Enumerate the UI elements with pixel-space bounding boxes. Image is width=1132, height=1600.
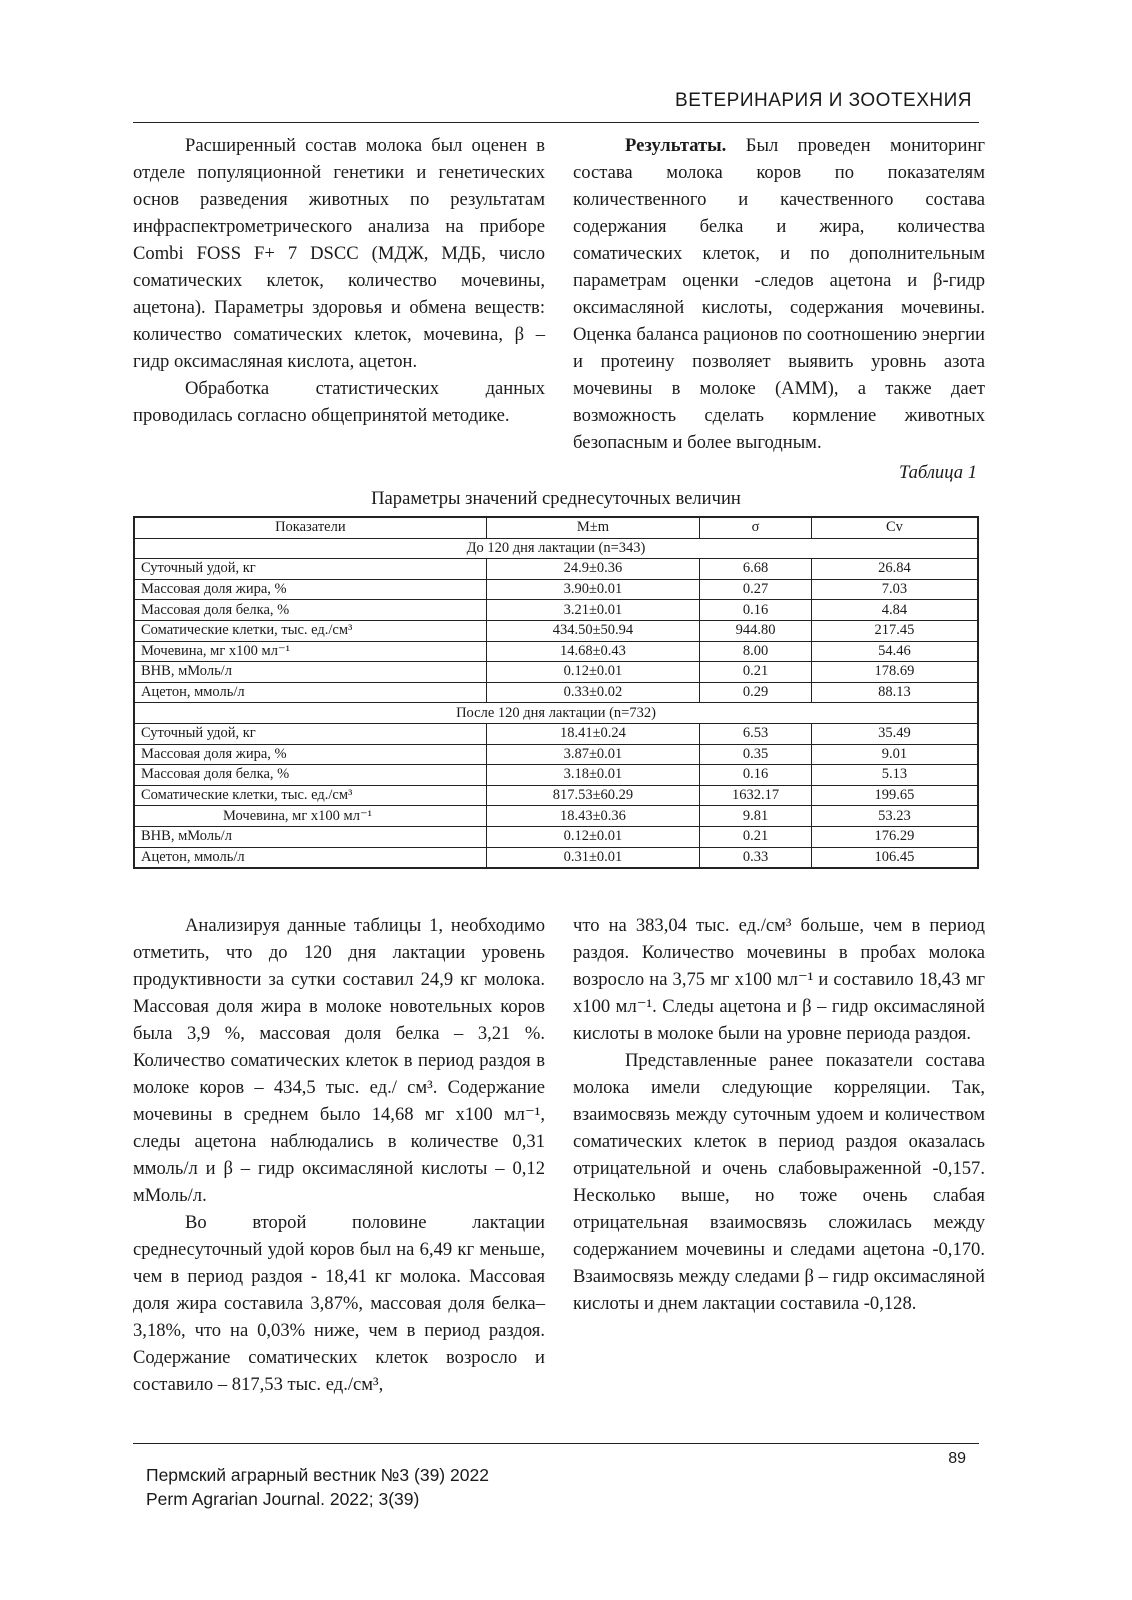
cell: 35.49 <box>811 723 978 744</box>
cell: 3.90±0.01 <box>486 579 699 600</box>
results-heading: Результаты. <box>625 135 727 156</box>
group-row <box>134 703 978 724</box>
cell: 0.21 <box>700 662 812 683</box>
table-row <box>134 662 978 683</box>
cell: 0.12±0.01 <box>486 826 699 847</box>
cell: 1632.17 <box>700 785 812 806</box>
header-cv: Cv <box>811 517 978 538</box>
cell: Мочевина, мг х100 мл⁻¹ <box>134 641 486 662</box>
continuation-paragraph: что на 383,04 тыс. ед./см³ больше, чем в период раздоя. Количество мочевины в пробах молока возросло на 3,75 мг х100 мл⁻¹ и составило 18,43 мг х100 мл⁻¹. Следы ацетона и β – гидр оксимасляной кислоты в молоке были на уровне периода раздоя. <box>573 915 985 1044</box>
table-row <box>134 682 978 703</box>
cell: 88.13 <box>811 682 978 703</box>
cell: 3.87±0.01 <box>486 744 699 765</box>
cell: Мочевина, мг х100 мл⁻¹ <box>134 806 486 827</box>
cell: Массовая доля белка, % <box>134 600 486 621</box>
group-title: До 120 дня лактации (n=343) <box>134 538 978 559</box>
right-column-bottom <box>573 912 985 1317</box>
table-row <box>134 847 978 868</box>
page-number: 89 <box>948 1450 966 1467</box>
table-row <box>134 744 978 765</box>
table-header-row <box>134 517 978 538</box>
cell: 178.69 <box>811 662 978 683</box>
analysis-paragraph: Анализируя данные таблицы 1, необходимо отметить, что до 120 дня лактации уровень продуктивности за сутки составил 24,9 кг молока. Массовая доля жира в молоке новотельных коров была 3,9 %, массовая доля белка – 3,21 %. Количество соматических клеток в период раздоя в молоке коров – 434,5 тыс. ед./ см³. Содержание мочевины в среднем было 14,68 мг х100 мл⁻¹, следы ацетона наблюдались в количестве 0,31 ммоль/л и β – гидр оксимасляной кислоты – 0,12 мМоль/л. <box>133 915 545 1206</box>
cell: 4.84 <box>811 600 978 621</box>
cell: 8.00 <box>700 641 812 662</box>
cell: Соматические клетки, тыс. ед./см³ <box>134 620 486 641</box>
cell: 9.81 <box>700 806 812 827</box>
header-sigma: σ <box>700 517 812 538</box>
correlation-paragraph: Представленные ранее показатели состава молока имели следующие корреляции. Так, взаимосвязь между суточным удоем и количеством соматических клеток в период раздоя оказалась отрицательной и очень слабовыраженной -0,157. Несколько выше, но тоже очень слабая отрицательная взаимосвязь сложилась между содержанием мочевины и следами ацетона -0,170. Взаимосвязь между следами β – гидр оксимасляной кислоты и днем лактации составила -0,128. <box>573 1050 985 1314</box>
statistics-paragraph: Обработка статистических данных проводилась согласно общепринятой методике. <box>133 378 545 426</box>
table-row <box>134 620 978 641</box>
right-column-top <box>573 132 985 456</box>
header-mean: M±m <box>486 517 699 538</box>
cell: 0.21 <box>700 826 812 847</box>
cell: Массовая доля жира, % <box>134 579 486 600</box>
cell: 3.21±0.01 <box>486 600 699 621</box>
table-row <box>134 785 978 806</box>
cell: 0.16 <box>700 765 812 786</box>
cell: 106.45 <box>811 847 978 868</box>
table-row <box>134 806 978 827</box>
table-row <box>134 723 978 744</box>
cell: 817.53±60.29 <box>486 785 699 806</box>
cell: 0.33 <box>700 847 812 868</box>
cell: BHB, мМоль/л <box>134 826 486 847</box>
cell: Ацетон, ммоль/л <box>134 682 486 703</box>
methods-paragraph: Расширенный состав молока был оценен в отделе популяционной генетики и генетических основ разведения животных по результатам инфраспектрометрического анализа на приборе Combi FOSS F+ 7 DSCC (МДЖ, МДБ, число соматических клеток, количество мочевины, ацетона). Параметры здоровья и обмена веществ: количество соматических клеток, мочевина, β – гидр оксимасляная кислота, ацетон. <box>133 135 545 372</box>
cell: 0.16 <box>700 600 812 621</box>
cell: 5.13 <box>811 765 978 786</box>
data-table <box>133 516 979 869</box>
cell: 199.65 <box>811 785 978 806</box>
cell: 0.29 <box>700 682 812 703</box>
cell: 0.12±0.01 <box>486 662 699 683</box>
cell: 7.03 <box>811 579 978 600</box>
cell: 217.45 <box>811 620 978 641</box>
table-row <box>134 826 978 847</box>
cell: Ацетон, ммоль/л <box>134 847 486 868</box>
cell: 54.46 <box>811 641 978 662</box>
table-row <box>134 600 978 621</box>
table-row <box>134 641 978 662</box>
cell: 53.23 <box>811 806 978 827</box>
cell: 26.84 <box>811 559 978 580</box>
cell: 0.33±0.02 <box>486 682 699 703</box>
cell: Массовая доля белка, % <box>134 765 486 786</box>
journal-title-ru: Пермский аграрный вестник №3 (39) 2022 <box>146 1465 489 1485</box>
table-row <box>134 765 978 786</box>
cell: Соматические клетки, тыс. ед./см³ <box>134 785 486 806</box>
cell: 0.31±0.01 <box>486 847 699 868</box>
cell: 18.41±0.24 <box>486 723 699 744</box>
table-caption: Параметры значений среднесуточных величин <box>371 488 741 509</box>
cell: 6.68 <box>700 559 812 580</box>
cell: 18.43±0.36 <box>486 806 699 827</box>
cell: 14.68±0.43 <box>486 641 699 662</box>
table-row <box>134 559 978 580</box>
footer-rule <box>133 1443 979 1444</box>
cell: Суточный удой, кг <box>134 559 486 580</box>
second-half-paragraph: Во второй половине лактации среднесуточный удой коров был на 6,49 кг меньше, чем в период раздоя - 18,41 кг молока. Массовая доля жира составила 3,87%, массовая доля белка– 3,18%, что на 0,03% ниже, чем в период раздоя. Содержание соматических клеток возросло и составило – 817,53 тыс. ед./см³, <box>133 1212 545 1395</box>
table-row <box>134 579 978 600</box>
cell: 434.50±50.94 <box>486 620 699 641</box>
results-paragraph <box>573 132 985 456</box>
cell: 3.18±0.01 <box>486 765 699 786</box>
left-column-top <box>133 132 545 429</box>
results-text: Был проведен мониторинг состава молока коров по показателям количественного и качественного состава содержания белка и жира, количества соматических клеток, и по дополнительным параметрам оценки -следов ацетона и β-гидр оксимасляной кислоты, содержания мочевины. Оценка баланса рационов по соотношению энергии и протеину позволяет выявить уровнь азота мочевины в молоке (АММ), а также дает возможность сделать кормление животных безопасным и более выгодным. <box>573 135 985 453</box>
cell: Суточный удой, кг <box>134 723 486 744</box>
header-rule <box>133 122 979 123</box>
header-indicator: Показатели <box>134 517 486 538</box>
cell: 24.9±0.36 <box>486 559 699 580</box>
cell: 9.01 <box>811 744 978 765</box>
cell: 176.29 <box>811 826 978 847</box>
cell: 6.53 <box>700 723 812 744</box>
cell: 0.35 <box>700 744 812 765</box>
group-title: После 120 дня лактации (n=732) <box>134 703 978 724</box>
cell: BHB, мМоль/л <box>134 662 486 683</box>
cell: 0.27 <box>700 579 812 600</box>
journal-title-en: Perm Agrarian Journal. 2022; 3(39) <box>146 1489 420 1509</box>
group-row <box>134 538 978 559</box>
cell: Массовая доля жира, % <box>134 744 486 765</box>
section-header: ВЕТЕРИНАРИЯ И ЗООТЕХНИЯ <box>675 90 972 111</box>
left-column-bottom <box>133 912 545 1398</box>
cell: 944.80 <box>700 620 812 641</box>
table-label: Таблица 1 <box>898 462 977 483</box>
